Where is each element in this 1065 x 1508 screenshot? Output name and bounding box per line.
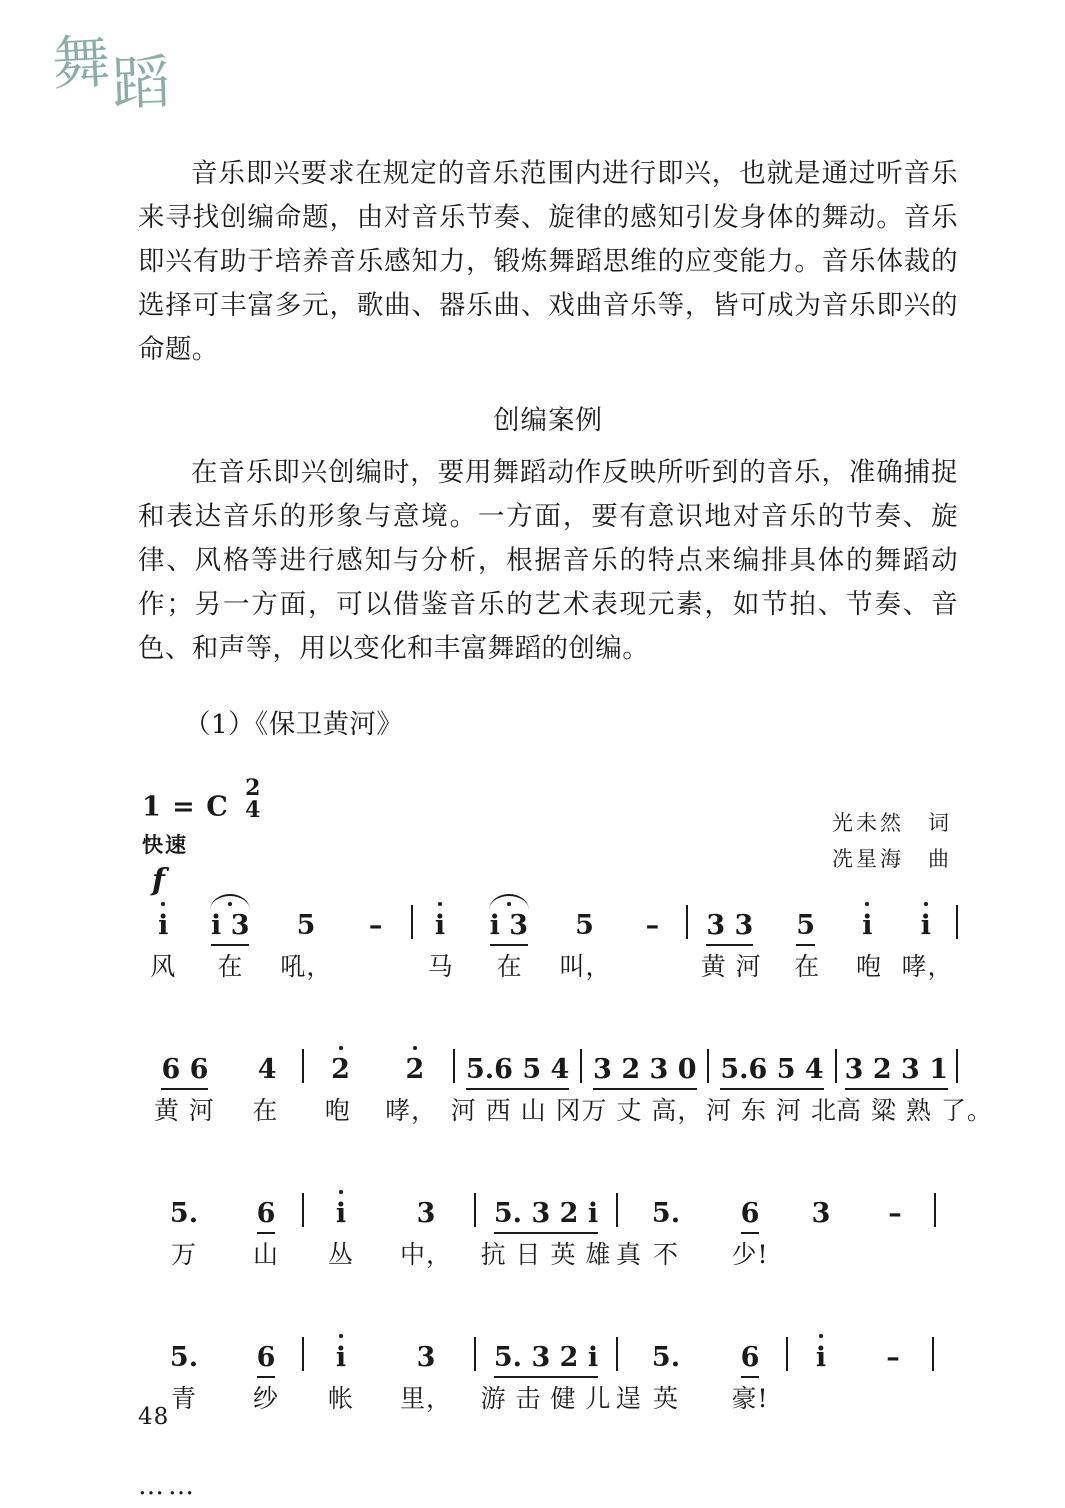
note: 2 <box>405 1054 425 1085</box>
example-title: （1）《保卫黄河》 <box>184 709 404 740</box>
score-continuation: …… <box>138 1471 198 1501</box>
note: i <box>920 910 931 941</box>
lyric: 英 <box>652 1384 679 1413</box>
note: 6 <box>257 1198 276 1234</box>
note: – <box>645 910 660 941</box>
note: 3 <box>416 1342 436 1373</box>
note: i <box>815 1342 827 1373</box>
note: – <box>368 910 383 941</box>
lyric: 在 <box>252 1096 279 1125</box>
lyric: 咆 <box>856 952 883 981</box>
note: 5. 3 2 i <box>494 1342 598 1378</box>
lyric: 河 东 河 北 <box>706 1096 837 1125</box>
page-number: 48 <box>138 1404 170 1430</box>
note: – <box>886 1342 900 1373</box>
lyric: 在 <box>794 952 821 981</box>
lyric: 万 <box>170 1240 197 1269</box>
lyric: 万 丈 高， <box>581 1096 704 1125</box>
barline <box>956 905 958 939</box>
score-line-2 <box>138 1039 993 1131</box>
dance-logo: 舞蹈 <box>50 27 174 119</box>
score-line-4 <box>138 1327 958 1419</box>
note: 3 <box>811 1198 831 1229</box>
lyric: 中， <box>399 1240 452 1269</box>
note: i <box>335 1342 347 1373</box>
note: i <box>434 910 446 941</box>
note: 6 <box>741 1342 760 1378</box>
time-signature <box>245 777 261 822</box>
tempo-marking: 快速 <box>142 832 188 857</box>
lyric: 在 <box>217 952 244 981</box>
score-line-3 <box>138 1183 958 1275</box>
note: 3 2 3 1 <box>845 1054 948 1090</box>
notes-row-4 <box>138 1327 958 1373</box>
lyric: 青 <box>170 1384 197 1413</box>
lyric: 纱 <box>252 1384 279 1413</box>
lyric: 河 西 山 冈 <box>450 1096 582 1125</box>
barline <box>956 1049 958 1083</box>
lyric: 帐 <box>327 1384 354 1413</box>
barline <box>932 1337 934 1371</box>
note: 5.6 5 4 <box>466 1054 569 1090</box>
note: 3 2 3 0 <box>593 1054 696 1090</box>
credit-composer: 冼星海 曲 <box>832 847 952 871</box>
lyric: 游 击 健 儿 <box>480 1384 612 1413</box>
meter-numerator: 2 <box>245 775 262 801</box>
note: 5 <box>796 910 815 946</box>
score-header <box>138 775 958 898</box>
note: 5 <box>575 910 594 941</box>
note: 5. <box>651 1198 681 1229</box>
note: 2 <box>331 1054 350 1085</box>
lyric: 马 <box>427 952 454 981</box>
note: 5. <box>169 1342 199 1373</box>
note: 5. <box>169 1198 199 1229</box>
lyric: 高 粱 熟 了。 <box>836 1096 993 1125</box>
notes-row-3 <box>138 1183 958 1229</box>
lyric: 黄 河 <box>153 1096 215 1125</box>
lyrics-row-4: 青 纱 帐 里， 游 击 健 儿 逞 英 豪! <box>138 1379 958 1419</box>
lyric: 咆 <box>324 1096 351 1125</box>
note: 5 <box>296 910 316 941</box>
note: 4 <box>257 1054 277 1085</box>
note: i 3 <box>490 910 528 946</box>
note: 5. <box>651 1342 681 1373</box>
note: 3 <box>416 1198 436 1229</box>
lyric: 少! <box>731 1240 769 1269</box>
music-score <box>138 775 993 1501</box>
lyric: 丛 <box>327 1240 354 1269</box>
lyric: 哮， <box>901 952 954 981</box>
credit-lyricist: 光未然 词 <box>832 811 952 835</box>
meter-denominator: 4 <box>245 797 262 824</box>
key-label: 1 = C <box>142 791 229 823</box>
lyric: 豪! <box>731 1384 769 1413</box>
lyric: 在 <box>496 952 523 981</box>
lyric: 里， <box>399 1384 452 1413</box>
lyric: 吼， <box>280 952 333 981</box>
dynamic-forte: f <box>152 863 165 898</box>
lyrics-row-1 <box>138 947 958 987</box>
lyrics-row-2 <box>138 1091 993 1131</box>
lyric: 哮， <box>385 1096 438 1125</box>
note: 3 3 <box>706 910 753 946</box>
notes-row-2 <box>138 1039 958 1085</box>
lyrics-row-3: 万 山 丛 中， 抗 日 英 雄 真 不 少! <box>138 1235 958 1275</box>
notes-row-1 <box>138 895 958 941</box>
note: – <box>888 1198 902 1229</box>
note: i <box>862 910 873 941</box>
page-content <box>138 152 993 1501</box>
lyric: 抗 日 英 雄 <box>480 1240 612 1269</box>
note: 5.6 5 4 <box>720 1054 823 1090</box>
lyric: 不 <box>652 1240 679 1269</box>
note: i <box>335 1198 347 1229</box>
note: 6 6 <box>161 1054 208 1090</box>
barline <box>934 1193 936 1227</box>
note: 6 <box>257 1342 276 1378</box>
note: i <box>158 910 169 941</box>
score-credits <box>832 805 952 877</box>
note: 5. 3 2 i <box>494 1198 598 1234</box>
note: i 3 <box>211 910 249 946</box>
lyric: 山 <box>252 1240 279 1269</box>
key-signature <box>142 777 261 822</box>
paragraph-1: 音乐即兴要求在规定的音乐范围内进行即兴，也就是通过听音乐来寻找创编命题，由对音乐节奏、旋律的感知引发身体的舞动。音乐即兴有助于培养音乐感知力，锻炼舞蹈思维的应变能力。音乐体裁的选择可丰富多元，歌曲、器乐曲、戏曲音乐等，皆可成为音乐即兴的命题。 <box>138 158 958 365</box>
section-title: 创编案例 <box>493 405 603 436</box>
lyric: 叫， <box>559 952 612 981</box>
paragraph-2: 在音乐即兴创编时，要用舞蹈动作反映所听到的音乐，准确捕捉和表达音乐的形象与意境。一方面，要有意识地对音乐的节奏、旋律、风格等进行感知与分析，根据音乐的特点来编排具体的舞蹈动作；另一方面，可以借鉴音乐的艺术表现元素，如节拍、节奏、音色、和声等，用以变化和丰富舞蹈的创编。 <box>138 457 958 664</box>
score-line-1 <box>138 895 958 987</box>
note: 6 <box>741 1198 760 1234</box>
lyric: 风 <box>150 952 177 981</box>
lyric: 黄 河 <box>700 952 762 981</box>
